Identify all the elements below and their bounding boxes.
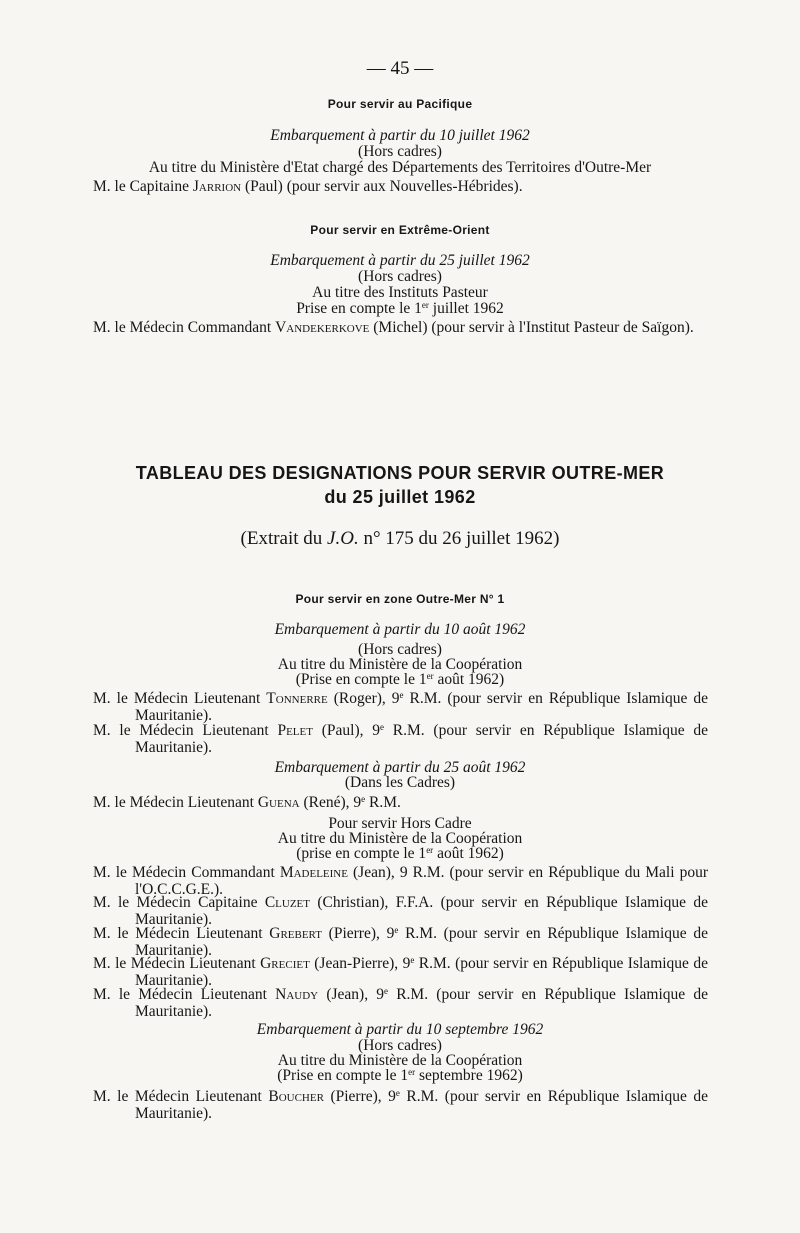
designation-entry: M. le Médecin Lieutenant Boucher (Pierre), 9e R.M. (pour servir en République Islamique de Mauritanie). — [93, 1088, 708, 1122]
designation-entry: M. le Médecin Commandant Vandekerkove (Michel) (pour servir à l'Institut Pasteur de Saïgon). — [93, 319, 694, 336]
hors-cadres: (Hors cadres) — [358, 268, 442, 285]
ministry-line: Au titre du Ministère de la Coopération — [277, 830, 523, 847]
hors-cadre-line: Pour servir Hors Cadre — [328, 815, 472, 832]
officer-name: Grebert — [269, 925, 322, 942]
extrait-line: (Extrait du J.O. n° 175 du 26 juillet 1962) — [240, 528, 560, 549]
prise-en-compte: (Prise en compte le 1er septembre 1962) — [277, 1067, 523, 1084]
embarkation-date: Embarquement à partir du 10 septembre 1962 — [256, 1021, 544, 1038]
designation-entry: M. le Médecin Lieutenant Naudy (Jean), 9e R.M. (pour servir en République Islamique de Mauritanie). — [93, 986, 708, 1020]
officer-name: Madeleine — [279, 864, 348, 881]
embarkation-date: Embarquement à partir du 10 juillet 1962 — [270, 127, 530, 144]
officer-name: Jarrion — [192, 178, 242, 195]
embarkation-date: Embarquement à partir du 25 juillet 1962 — [270, 252, 530, 269]
designation-entry: M. le Médecin Lieutenant Tonnerre (Roger), 9e R.M. (pour servir en République Islamique de Mauritanie). — [93, 690, 709, 724]
prise-en-compte: Prise en compte le 1er juillet 1962 — [296, 300, 504, 317]
ministry-line: Au titre du Ministère de la Coopération — [277, 1052, 523, 1069]
section-heading-zone-1: Pour servir en zone Outre-Mer N° 1 — [295, 592, 505, 606]
dans-cadres: (Dans les Cadres) — [344, 774, 456, 791]
section-heading-extreme-orient: Pour servir en Extrême-Orient — [310, 223, 490, 237]
officer-name: Tonnerre — [266, 690, 328, 707]
designation-entry: M. le Médecin Lieutenant Guena (René), 9e R.M. — [93, 794, 401, 811]
embarkation-date: Embarquement à partir du 10 août 1962 — [274, 621, 526, 638]
officer-name: Pelet — [277, 722, 313, 739]
officer-name: Vandekerkove — [275, 319, 370, 336]
designation-entry: M. le Médecin Capitaine Cluzet (Christian), F.F.A. (pour servir en République Islamique de Mauritanie). — [93, 894, 709, 928]
designation-entry: M. le Capitaine Jarrion (Paul) (pour servir aux Nouvelles-Hébrides). — [93, 178, 523, 195]
hors-cadres: (Hors cadres) — [358, 1037, 442, 1054]
designation-entry: M. le Médecin Lieutenant Pelet (Paul), 9e R.M. (pour servir en République Islamique de Mauritanie). — [93, 722, 709, 756]
ministry-line: Au titre du Ministère d'Etat chargé des Départements des Territoires d'Outre-Mer — [148, 159, 652, 176]
ministry-line: Au titre du Ministère de la Coopération — [277, 656, 523, 673]
officer-name: Naudy — [275, 986, 319, 1003]
hors-cadres: (Hors cadres) — [358, 143, 442, 160]
officer-name: Cluzet — [264, 894, 310, 911]
officer-name: Boucher — [268, 1088, 324, 1105]
officer-name: Greciet — [260, 955, 310, 972]
embarkation-date: Embarquement à partir du 25 août 1962 — [274, 759, 526, 776]
main-title-date: du 25 juillet 1962 — [324, 487, 476, 507]
designation-entry: M. le Médecin Lieutenant Grebert (Pierre), 9e R.M. (pour servir en République Islamique de Mauritanie). — [93, 925, 708, 959]
hors-cadres: (Hors cadres) — [358, 641, 442, 658]
institution-line: Au titre des Instituts Pasteur — [312, 284, 488, 301]
designation-entry: M. le Médecin Lieutenant Greciet (Jean-Pierre), 9e R.M. (pour servir en République Islamique de Mauritanie). — [93, 955, 708, 989]
prise-en-compte: (prise en compte le 1er août 1962) — [296, 845, 504, 862]
page-number: — 45 — — [366, 58, 434, 79]
designation-entry: M. le Médecin Commandant Madeleine (Jean), 9 R.M. (pour servir en République du Mali pour l'O.C.C.G.E.). — [93, 864, 708, 898]
main-title: TABLEAU DES DESIGNATIONS POUR SERVIR OUTRE-MER — [135, 463, 665, 483]
prise-en-compte: (Prise en compte le 1er août 1962) — [295, 671, 505, 688]
officer-name: Guena — [257, 794, 300, 811]
section-heading-pacifique: Pour servir au Pacifique — [327, 97, 473, 111]
